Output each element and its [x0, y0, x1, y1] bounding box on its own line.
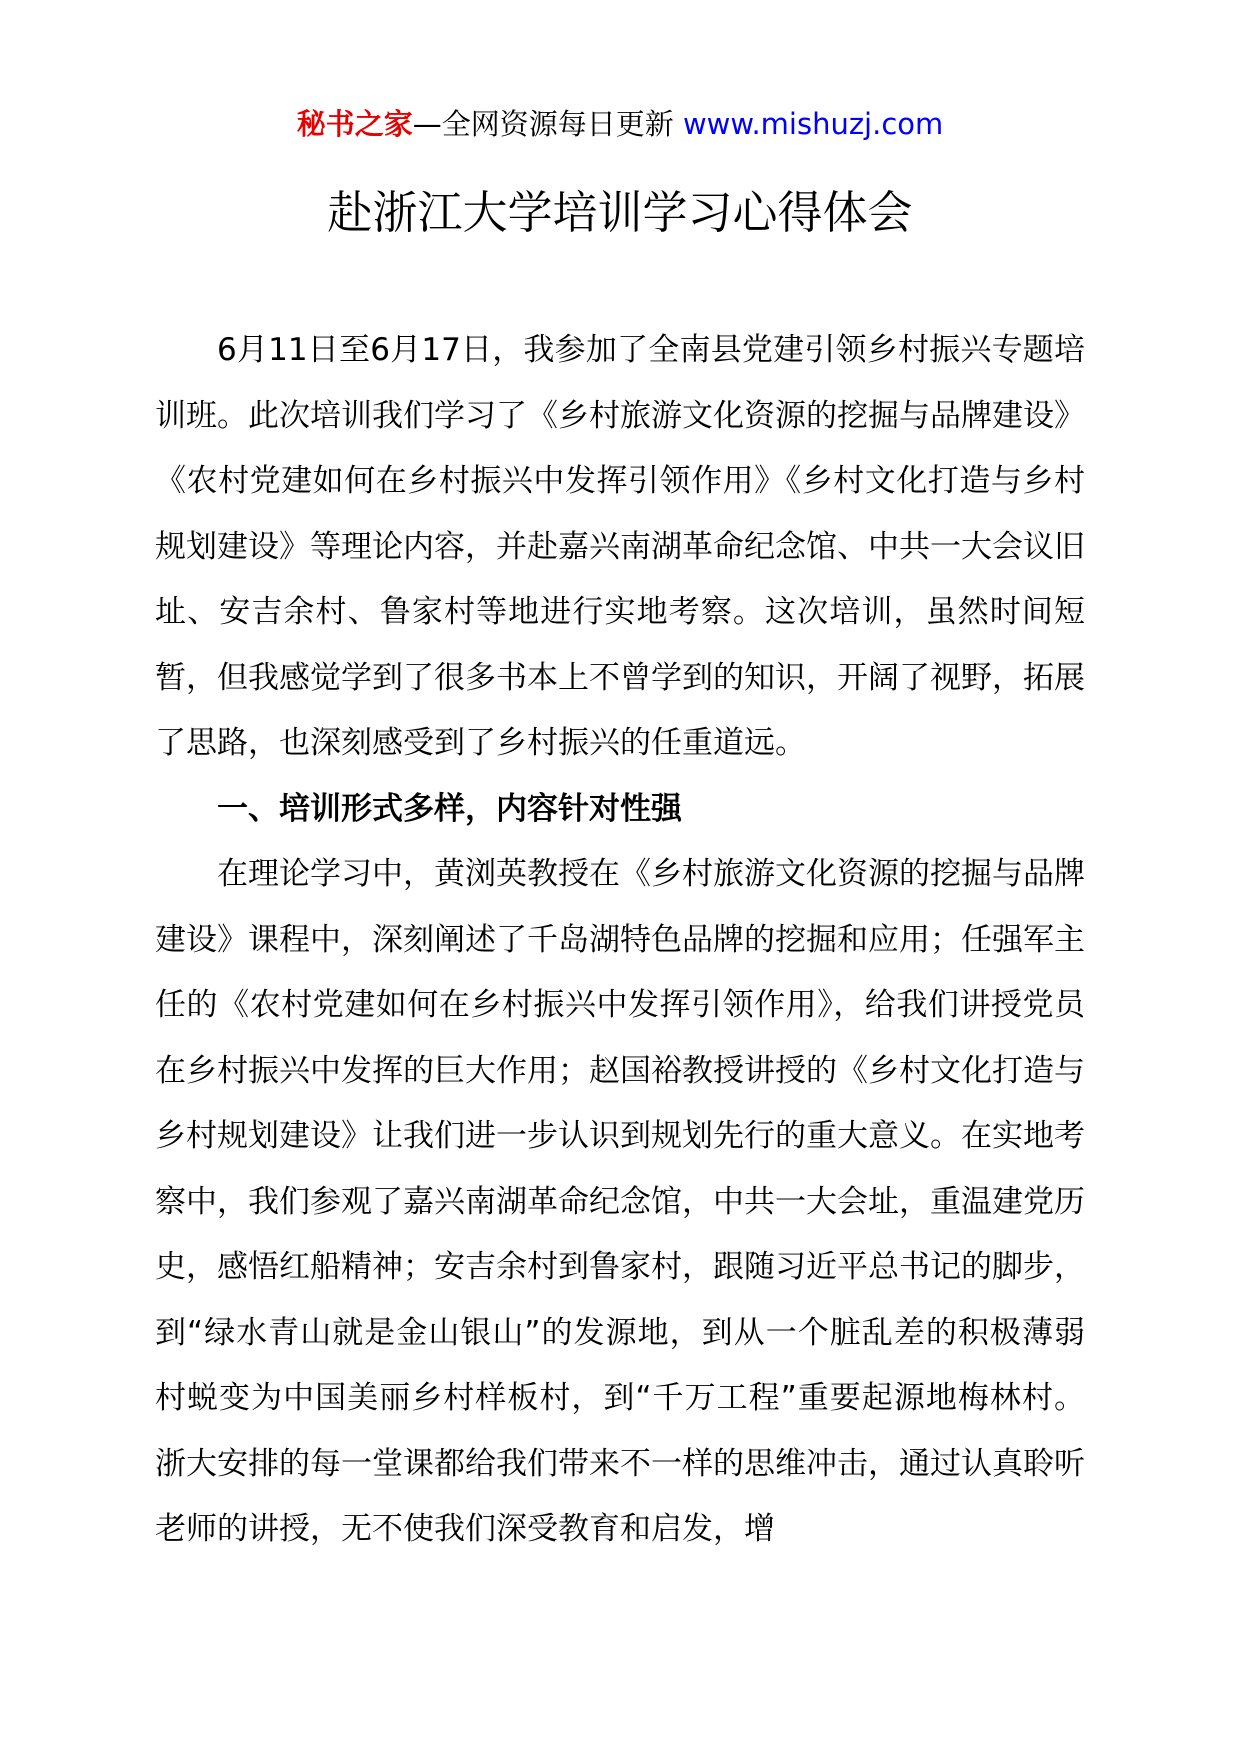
brand-name: 秘书之家	[296, 107, 413, 141]
header-tagline: —全网资源每日更新	[412, 107, 674, 141]
section-1-paragraph: 在理论学习中，黄浏英教授在《乡村旅游文化资源的挖掘与品牌建设》课程中，深刻阐述了千岛湖特色品牌的挖掘和应用；任强军主任的《农村党建如何在乡村振兴中发挥引领作用》，给我们讲授党员在乡村振兴中发挥的巨大作用；赵国裕教授讲授的《乡村文化打造与乡村规划建设》让我们进一步认识到规划先行的重大意义。在实地考察中，我们参观了嘉兴南湖革命纪念馆，中共一大会址，重温建党历史，感悟红船精神；安吉余村到鲁家村，跟随习近平总书记的脚步，到“绿水青山就是金山银山”的发源地，到从一个脏乱差的积极薄弱村蜕变为中国美丽乡村样板村，到“千万工程”重要起源地梅林村。浙大安排的每一堂课都给我们带来不一样的思维冲击，通过认真聆听老师的讲授，无不使我们深受教育和启发，增	[155, 856, 1085, 1547]
document-title: 赴浙江大学培训学习心得体会	[327, 186, 913, 239]
section-heading-1: 一、培训形式多样，内容针对性强	[217, 790, 682, 827]
document-body	[155, 318, 1085, 1563]
intro-paragraph: 6月11日至6月17日，我参加了全南县党建引领乡村振兴专题培训班。此次培训我们学习了《乡村旅游文化资源的挖掘与品牌建设》《农村党建如何在乡村振兴中发挥引领作用》《乡村文化打造与乡村规划建设》等理论内容，并赴嘉兴南湖革命纪念馆、中共一大会议旧址、安吉余村、鲁家村等地进行实地考察。这次培训，虽然时间短暂，但我感觉学到了很多书本上不曾学到的知识，开阔了视野，拓展了思路，也深刻感受到了乡村振兴的任重道远。	[155, 332, 1085, 761]
site-url-link[interactable]: www.mishuzj.com	[682, 107, 944, 141]
site-header	[0, 104, 1240, 144]
